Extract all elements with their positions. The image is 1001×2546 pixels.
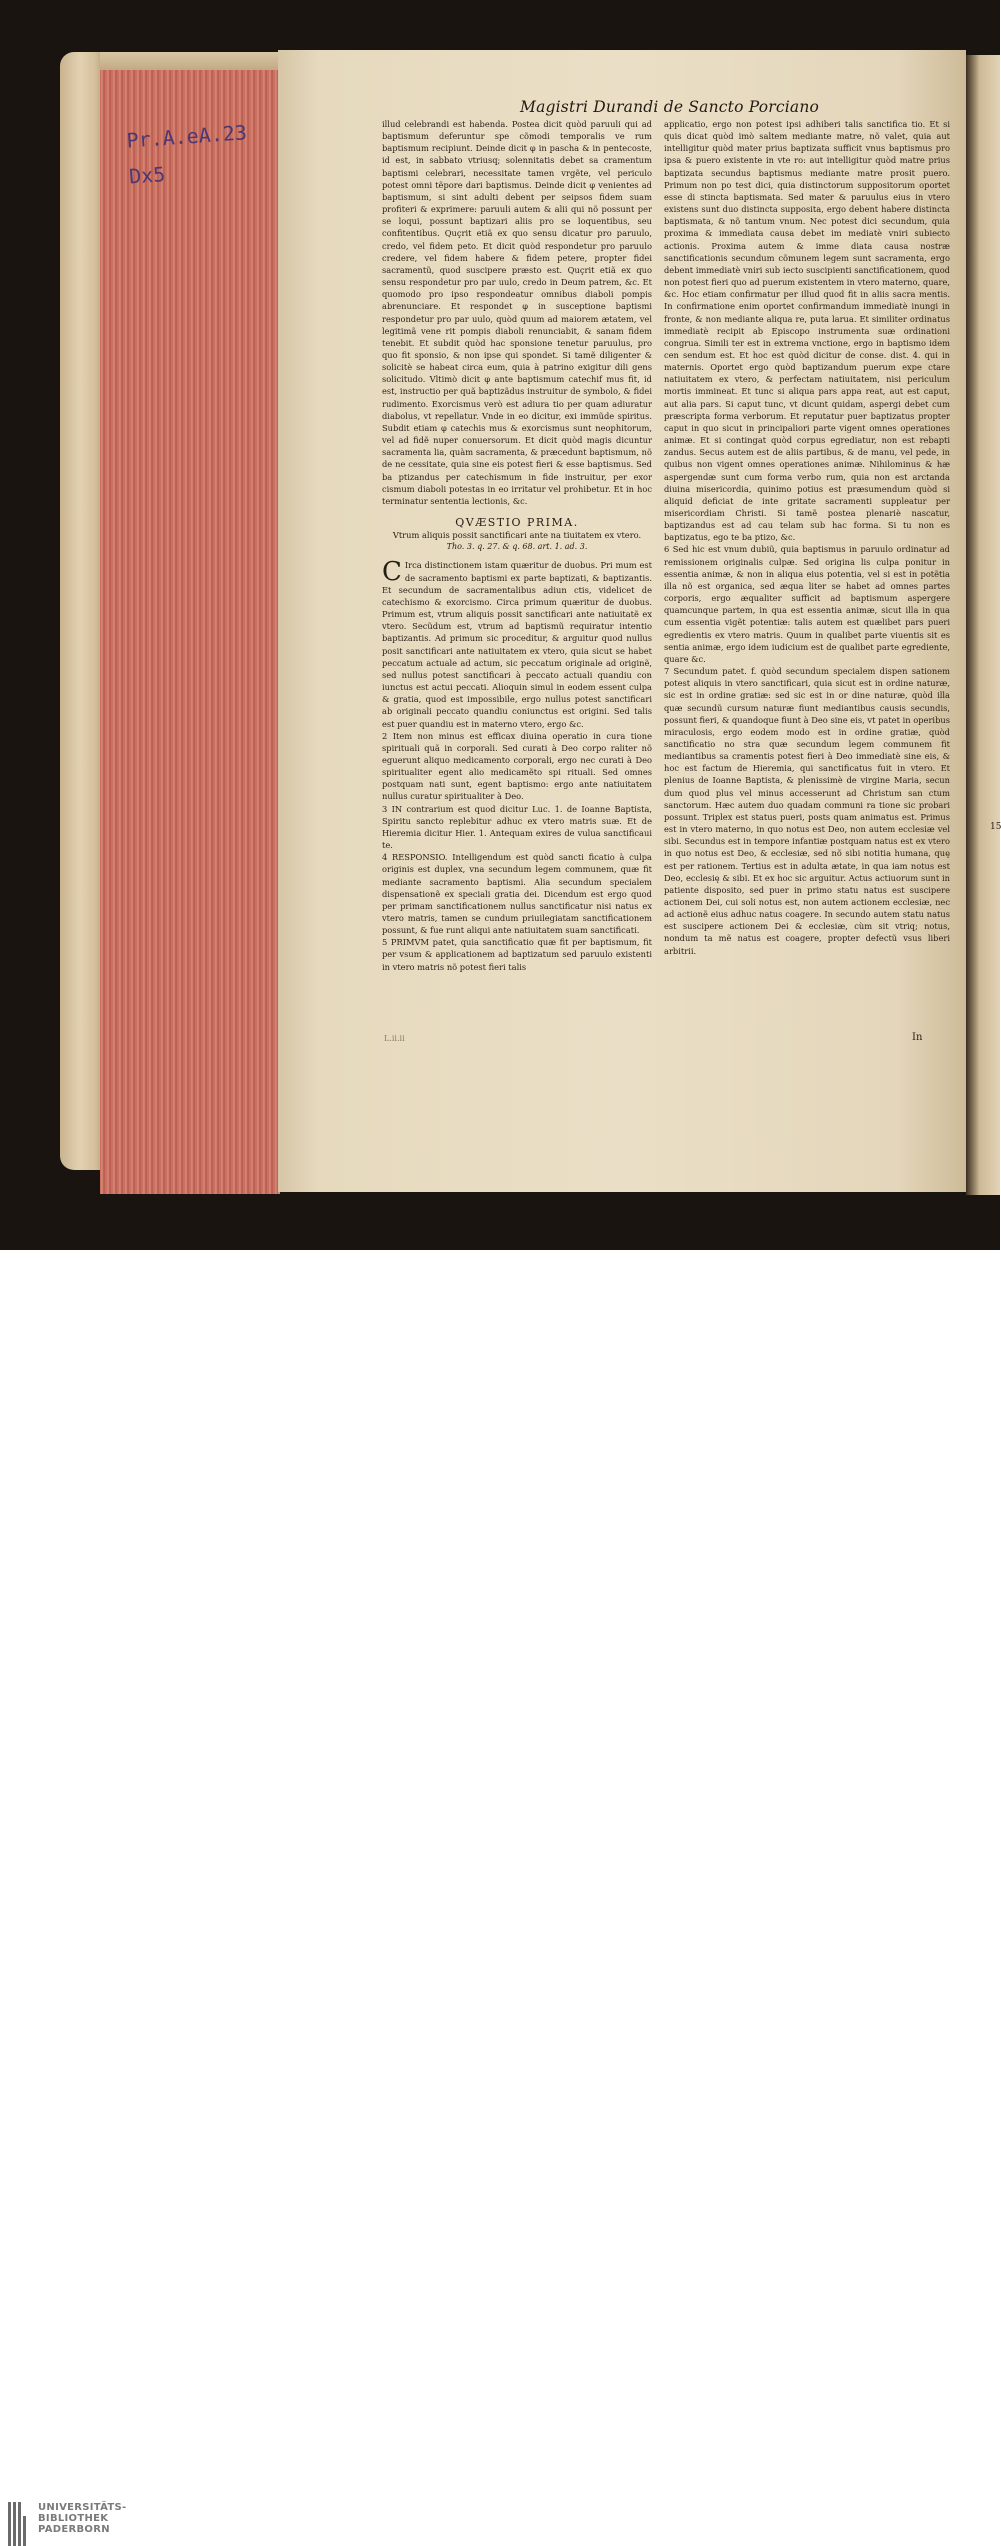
paragraph: 7 Secundum patet. f. quòd secundum specialem dispen sationem potest aliquis in vtero sanctificari, quia sicut est in ordine naturæ, sic est in ordine gratiæ: sed sic est in or dine naturæ, quòd illa quæ secundũ cursum naturæ fiunt mediantibus causis secundis, possunt fieri, & quandoque fiunt à Deo sine eis, vt patet in operibus miraculosis, ergo eodem modo est in ordine gratiæ, quòd sanctificatio no stra quæ secundum legem communem fit mediantibus sa cramentis potest fieri à Deo immediatè sine eis, & hoc est factum de Hieremia, qui sanctificatus fuit in vtero. Et plenius de Ioanne Baptista, & plenissimè de virgine Maria, secun dum quod plus vel minus accesserunt ad Christum san ctum sanctorum. Hæc autem duo quadam communi ra tione sic probari possunt. Triplex est status pueri, posts quam animatus est. Primus est in vtero materno, in quo notus est Deo, non autem ecclesiæ vel sibi. Secundus est in tempore infantiæ postquam natus est ex vtero in quo notus est Deo, & ecclesiæ, sed nõ sibi notitia humana, quę est per rationem. Tertius est in adulta ætate, in qua iam notus est Deo, ecclesię & sibi. Et ex hoc sic arguitur. Actus actiuorum sunt in patiente disposito, sed puer in primo statu natus est suscipere actionem Dei, cui soli notus est, non autem actionem ecclesiæ, nec ad actionẽ eius adhuc natus coagere. In secundo autem statu natus est suscipere actionem Dei & ecclesiæ, cùm sit vtriq; notus, nondum ta mẽ natus est coagere, propter defectũ vsus liberi arbitrii. <box>664 666 950 956</box>
facing-page-margin-number: 15 <box>990 822 1001 832</box>
paragraph: 2 Item non minus est efficax diuina operatio in cura tione spirituali quã in corporali. Sed curati à Deo corpo raliter nõ eguerunt aliquo medicamento corporali, ergo nec curati à Deo spiritualiter egent alio medicamẽto spi rituali. Sed omnes postquam nati sunt, egent baptismo: ergo ante natiuitatem nullus curatur spiritualiter à Deo. <box>382 730 652 802</box>
library-footer <box>0 1250 1000 2535</box>
signature-mark: L.ii.ii <box>384 1034 405 1043</box>
left-column <box>382 118 652 973</box>
question-heading <box>382 517 652 553</box>
catchword: In <box>912 1032 923 1043</box>
drop-cap: C <box>382 557 402 588</box>
page-edges-top <box>100 52 278 70</box>
shelfmark-inscription: Pr.A.eA.23 Dx5 <box>125 120 248 189</box>
right-column <box>664 118 950 957</box>
paragraph: 3 IN contrarium est quod dicitur Luc. 1. de Ioanne Baptista, Spiritu sancto replebitur adhuc ex vtero matris suæ. Et de Hieremia dicitur Hier. 1. Antequam exires de vulua sanctificaui te. <box>382 803 652 851</box>
running-head: Magistri Durandi de Sancto Porciano <box>520 98 820 116</box>
facing-page-edge <box>966 55 1000 1195</box>
library-logo-icon <box>8 2502 30 2546</box>
paragraph <box>382 559 652 729</box>
question-title: QVÆSTIO PRIMA. <box>455 516 579 529</box>
paragraph: illud celebrandi est habenda. Postea dicit quòd paruuli qui ad baptismum deferuntur spe cõmodi temporalis ve rum baptismum recipiunt. Deinde dicit φ in pascha & in pentecoste, id est, in sabbato vtriusq; solennitatis debet sa cramentum baptismi celebrari, necessitate tamen vrgẽte, vel periculo potest omni tẽpore dari baptismus. Deinde dicit φ venientes ad baptismum, si sint adulti debent per seipsos fidem suam profiteri & exprimere: paruuli autem & alii qui nõ possunt per se loqui, possunt baptizari aliis pro se loquentibus, seu confitentibus. Quçrit etiã ex quo sensu dicatur pro paruulo, credo, vel fidem peto. Et dicit quòd respondetur pro paruulo credere, vel fidem habere & fidem petere, propter fidei sacramentũ, quod suscipere præsto est. Quçrit etiã ex quo sensu respondetur pro par uulo, credo in Deum patrem, &c. Et quomodo pro ipso respondeatur omnibus diaboli pompis abrenunciare. Et respondet φ in susceptione baptismi respondetur pro par uulo, quòd quum ad maiorem ætatem, vel legitimã vene rit pompis diaboli renunciabit, & sanam fidem tenebit. Et subdit quòd hac sponsione tenetur paruulus, pro quo fit sponsio, & non ipse qui spondet. Si tamẽ diligenter & solicitè se habeat circa eum, quia à patrino exigitur dili gens solicitudo. Vltimò dicit φ ante baptismum catechif mus fit, id est, instructio per quã baptizãdus instruitur de symbolo, & fidei rudimento. Exorcismus verò est adiura tio per quam adiuratur diabolus, vt repellatur. Vnde in eo dicitur, exi immũde spiritus. Subdit etiam φ catechis mus & exorcismus sunt neophitorum, vel ad fidẽ nuper conuersorum. Et dicit quòd magis dicuntur sacramenta lia, quàm sacramenta, & præcedunt baptismum, nõ de ne cessitate, quia sine eis potest fieri & esse baptismus. Sed ba ptizandus per catechismum in fide instruitur, per exor cismum diaboli potestas in eo irritatur vel prohibetur. Et in hoc terminatur sententia lectionis, &c. <box>382 119 652 506</box>
paragraph: 5 PRIMVM patet, quia sanctificatio quæ fit per baptismum, fit per vsum & applicationem ad baptizatum sed paruulo existenti in vtero matris nõ potest fieri talis <box>382 937 652 972</box>
question-reference: Tho. 3. q. 27. & q. 68. art. 1. ad. 3. <box>446 542 588 552</box>
question-subtitle: Vtrum aliquis possit sanctificari ante na tiuitatem ex vtero. <box>392 530 642 541</box>
library-name-line: PADERBORN <box>38 2524 110 2535</box>
paragraph-text: Irca distinctionem istam quæritur de duobus. Pri mum est de sacramento baptismi ex parte baptizati, & baptizantis. Et secundum de sacramentalibus adiun ctis, videlicet de catechismo & exorcismo. Circa primum quæritur de duobus. Primum est, vtrum aliquis possit sanctificari ante natiuitatẽ ex vtero. Secũdum est, vtrum ad baptismũ requiratur intentio baptizantis. Ad primum sic proceditur, & arguitur quod nullus posit sanctificari ante natiuitatem ex vtero, quia sicut se habet peccatum actuale ad actum, sic peccatum originale ad originẽ, sed nullus potest sanctificari à peccato actuali quandiu con iunctus est actui peccati. Alioquin simul in eodem essent culpa & gratia, quod est impossibile, ergo nullus potest sanctificari ab originali peccato quandiu coniunctus est origini. Sed talis est puer quandiu est in materno vtero, ergo &c. <box>382 560 652 729</box>
paragraph: 4 RESPONSIO. Intelligendum est quòd sancti ficatio à culpa originis est duplex, vna secundum legem communem, quæ fit mediante sacramento baptismi. Alia secundum specialem dispensationẽ ex speciali gratia dei. Dicendum est ergo quod per primam sanctificationem nullus sanctificatur nisi natus ex vtero matris, tamen se cundum priuilegiatam sanctificationem possunt, & fue runt aliqui ante natiuitatem suam sanctificati. <box>382 852 652 936</box>
library-name[interactable] <box>38 2502 127 2535</box>
library-name-line: BIBLIOTHEK <box>38 2513 109 2524</box>
red-page-edges <box>100 52 280 1194</box>
paragraph: 6 Sed hic est vnum dubiũ, quia baptismus in paruulo ordinatur ad remissionem originalis culpæ. Sed origina lis culpa ponitur in essentia animæ, & non in aliqua eius potentia, vel si est in potẽtia illa nõ est organica, sed æqua liter se habet ad omnes partes corporis, ergo æqualiter sufficit ad baptismum aspergere quamcunque partem, in qua est essentia animæ, sicut illa in qua cum essentia vigẽt potentiæ: talis autem est quælibet pars pueri egredientis ex vtero matris. Quum in qualibet parte viuentis sit es sentia animæ, ergo idem iudicium est de qualibet parte egrediente, quare &c. <box>664 544 950 664</box>
book-scan <box>0 0 1000 1250</box>
library-name-line: UNIVERSITÄTS- <box>38 2502 127 2513</box>
paragraph: applicatio, ergo non potest ipsi adhiberi talis sanctifica tio. Et si quis dicat quòd imò saltem mediante matre, nõ valet, quia aut intelligitur quòd mater prius baptizata sufficit vnus baptismus pro ipsa & puero existente in vte ro: aut intelligitur quòd matre prius baptizata secundus baptismus mediante matre prosit puero. Primum non po test dici, quia distinctorum suppositorum oportet esse di stincta baptismata. Sed mater & paruulus eius in vtero existens sunt duo distincta supposita, ergo debent habere distincta baptismata, & nõ tantum vnum. Nec potest dici secundum, quia proxima & immediata causa debet im mediatè vniri subiecto actionis. Proxima autem & imme diata causa nostræ sanctificationis secundum cõmunem legem sunt sacramenta, ergo debent immediatè vniri sub iecto suscipienti sanctificationem, quod non potest fieri quo ad puerum existentem in vtero materno, quare, &c. Hoc etiam confirmatur per illud quod fit in aliis sacra mentis. In confirmatione enim oportet confirmandum immediatè inungi in fronte, & non mediante aliqua re, puta larua. Et similiter ordinatus immediatè recipit ab Episcopo instrumenta suæ ordinationi congrua. Simili ter est in extrema vnctione, ergo in baptismo idem cen sendum est. Et hoc est quòd dicitur de conse. dist. 4. qui in maternis. Oportet ergo quòd baptizandum puerum expe ctare natiuitatem ex vtero, & perfectam natiuitatem, nisi periculum mortis immineat. Et tunc si aliqua pars appa reat, aut est caput, aut alia pars. Si caput tunc, vt dicunt quidam, aspergi debet cum præscripta forma verborum. Et reputatur puer baptizatus propter caput in quo sicut in principaliori parte vigent omnes operationes animæ. Et si contingat quòd corpus egrediatur, non est rebapti zandus. Secus autem est de aliis partibus, & de manu, vel pede, in quibus non vigent omnes operationes animæ. Nihilominus & hæ aspergendæ sunt cum forma verbo rum, quia non est arctanda diuina misericordia, quinimo potius est præsumendum quòd si aliquid deficiat de inte gritate sacramenti suppleatur per misericordiam Christi. Si tamẽ postea plenariè nascatur, baptizandus est ad cau telam sub hac forma. Si tu non es baptizatus, ego te ba ptizo, &c. <box>664 119 950 543</box>
